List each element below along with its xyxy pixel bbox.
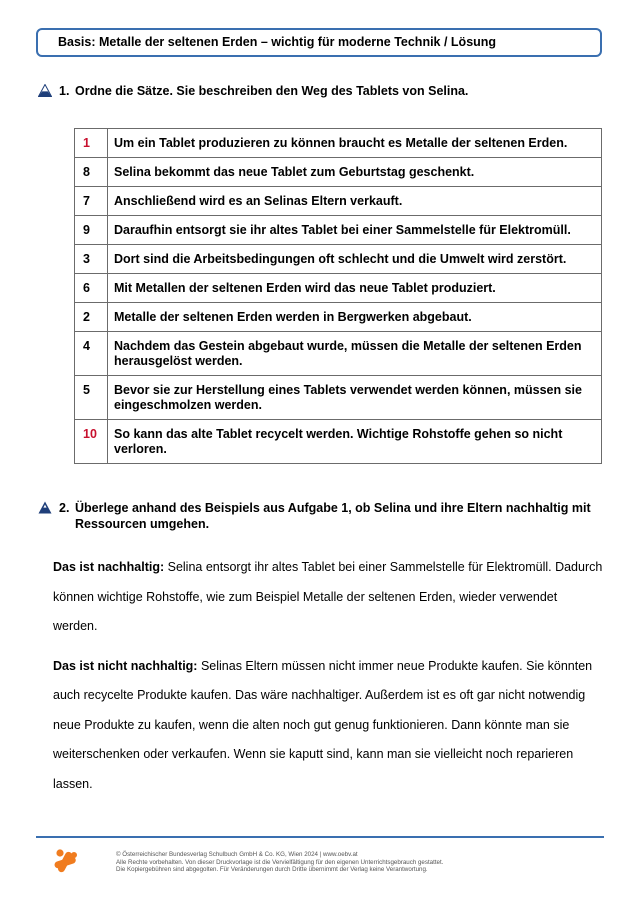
footer-line-3: Die Kopiergebühren sind abgegolten. Für Veränderungen durch Dritte übernimmt der Verlag keine Verantwortung.	[116, 866, 428, 874]
row-number: 5	[75, 376, 108, 420]
sentence-order-table	[74, 128, 602, 464]
row-number: 7	[75, 187, 108, 216]
oebv-logo-icon	[50, 847, 80, 877]
table-row	[75, 129, 602, 158]
row-number: 8	[75, 158, 108, 187]
task2-question: Überlege anhand des Beispiels aus Aufgabe 1, ob Selina und ihre Eltern nachhaltig mit Ressourcen umgehen.	[75, 501, 591, 531]
triangle-level-icon	[38, 501, 52, 514]
row-sentence: Bevor sie zur Herstellung eines Tablets verwendet werden können, müssen sie eingeschmolzen werden.	[108, 376, 602, 420]
row-sentence: Selina bekommt das neue Tablet zum Geburtstag geschenkt.	[108, 158, 602, 187]
triangle-level-icon	[38, 84, 52, 97]
row-sentence: Nachdem das Gestein abgebaut wurde, müssen die Metalle der seltenen Erden herausgelöst werden.	[108, 332, 602, 376]
table-row	[75, 303, 602, 332]
row-sentence: Dort sind die Arbeitsbedingungen oft schlecht und die Umwelt wird zerstört.	[108, 245, 602, 274]
task1-question: Ordne die Sätze. Sie beschreiben den Weg des Tablets von Selina.	[75, 84, 469, 98]
table-row	[75, 245, 602, 274]
table-row	[75, 187, 602, 216]
sustainable-label: Das ist nachhaltig:	[53, 560, 165, 574]
not-sustainable-label: Das ist nicht nachhaltig:	[53, 658, 198, 673]
not-sustainable-text: Selinas Eltern müssen nicht immer neue Produkte kaufen. Sie könnten auch recycelte Produkte kaufen. Das wäre nachhaltiger. Außerdem ist es oft gar nicht notwendig neue Produkte zu kaufen, wenn die alten noch gut genug funktionieren. Dann könnte man sie weiterschenken oder verkaufen. Wenn sie kaputt sind, kann man sie vielleicht noch reparieren lassen.	[53, 658, 593, 791]
page-title: Basis: Metalle der seltenen Erden – wichtig für moderne Technik / Lösung	[36, 28, 602, 57]
task1-number: 1.	[59, 84, 70, 98]
row-sentence: Metalle der seltenen Erden werden in Bergwerken abgebaut.	[108, 303, 602, 332]
table-row	[75, 274, 602, 303]
table-row	[75, 216, 602, 245]
row-sentence: Um ein Tablet produzieren zu können braucht es Metalle der seltenen Erden.	[108, 129, 602, 158]
sustainable-paragraph	[53, 553, 603, 642]
row-sentence: So kann das alte Tablet recycelt werden. Wichtige Rohstoffe gehen so nicht verloren.	[108, 420, 602, 464]
row-number: 1	[75, 129, 108, 158]
table-row	[75, 376, 602, 420]
task1-heading	[38, 83, 605, 99]
table-row	[75, 158, 602, 187]
row-number: 2	[75, 303, 108, 332]
table-row	[75, 332, 602, 376]
row-sentence: Mit Metallen der seltenen Erden wird das neue Tablet produziert.	[108, 274, 602, 303]
row-number: 10	[75, 420, 108, 464]
row-sentence: Daraufhin entsorgt sie ihr altes Tablet bei einer Sammelstelle für Elektromüll.	[108, 216, 602, 245]
row-number: 4	[75, 332, 108, 376]
row-number: 3	[75, 245, 108, 274]
footer-line-2: Alle Rechte vorbehalten. Von dieser Druckvorlage ist die Vervielfältigung für den eigenen Unterrichtsgebrauch gestattet.	[116, 858, 444, 866]
row-sentence: Anschließend wird es an Selinas Eltern verkauft.	[108, 187, 602, 216]
row-number: 9	[75, 216, 108, 245]
task2-heading	[38, 500, 605, 532]
not-sustainable-paragraph	[53, 652, 603, 800]
sustainable-text: Selina entsorgt ihr altes Tablet bei einer Sammelstelle für Elektromüll. Dadurch können wichtige Rohstoffe, wie zum Beispiel Metalle der seltenen Erden, wieder verwendet werden.	[53, 560, 603, 633]
task2-answers	[53, 553, 603, 799]
row-number: 6	[75, 274, 108, 303]
footer-line-1: © Österreichischer Bundesverlag Schulbuch GmbH & Co. KG, Wien 2024 | www.oebv.at	[116, 851, 358, 858]
table-row	[75, 420, 602, 464]
task2-number: 2.	[59, 501, 70, 515]
footer-divider	[36, 836, 604, 838]
footer-copyright	[116, 851, 586, 874]
